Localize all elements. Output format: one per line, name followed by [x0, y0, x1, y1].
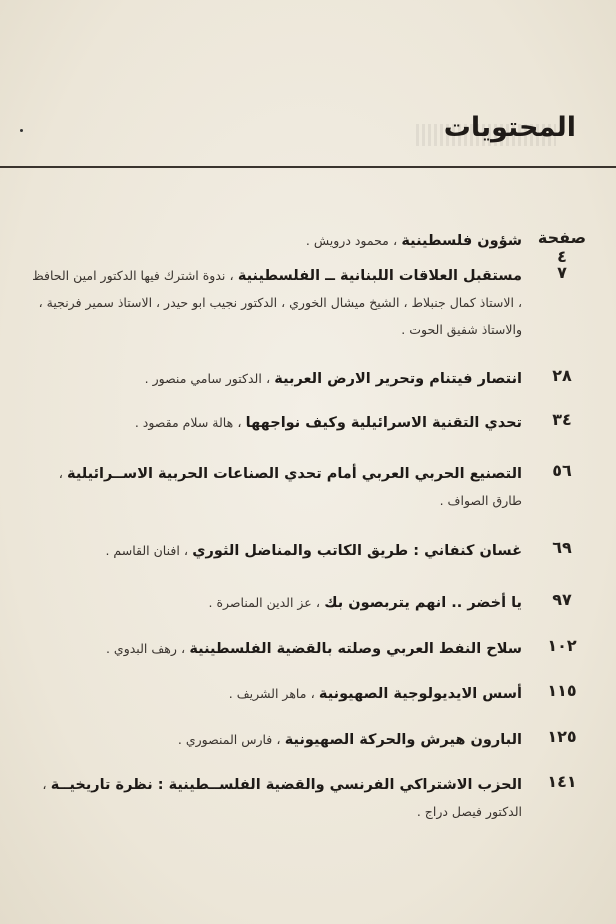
- toc-entry: [26, 681, 590, 708]
- toc-entry-title: الحزب الاشتراكي الفرنسي والقضية الفلســطينية : نظرة تاريخيــة: [50, 777, 522, 793]
- toc-entry-title: انتصار فيتنام وتحرير الارض العربية: [274, 371, 522, 387]
- toc-page-number: ١٠٢: [547, 636, 577, 655]
- toc-entry-author: محمود درويش .: [305, 233, 389, 248]
- toc-entry: [26, 263, 590, 344]
- toc-entry: [26, 461, 590, 515]
- header-divider: [0, 166, 616, 168]
- toc-entry: [26, 228, 590, 266]
- toc-entry-title: سلاح النفط العربي وصلته بالقضية الفلسطينية: [189, 641, 522, 657]
- toc-entry-body: البارون هيرش والحركة الصهيونية ، فارس المنصوري .: [177, 732, 522, 748]
- toc-entry-title: مستقبل العلاقات اللبنانية ــ الفلسطينية: [237, 268, 522, 284]
- margin-dot: [20, 129, 23, 132]
- toc-entry-author: عز الدين المناصرة .: [208, 595, 312, 610]
- toc-entry-author: افنان القاسم .: [105, 543, 180, 558]
- toc-entry-author: رهف البدوي .: [105, 641, 177, 656]
- toc-entry-author: هالة سلام مقصود .: [134, 415, 234, 430]
- toc-entry-title: يا أخضر .. انهم يتربصون بك: [324, 595, 522, 611]
- toc-entry: [26, 366, 590, 393]
- toc-entry-body: الحزب الاشتراكي الفرنسي والقضية الفلســطينية : نظرة تاريخيــة ، الدكتور فيصل دراج .: [42, 777, 522, 819]
- page-title: المحتويات: [443, 112, 576, 143]
- toc-page-number: ٣٤: [552, 410, 572, 429]
- toc-entry-author: الدكتور سامي منصور .: [144, 371, 262, 386]
- toc-page-number: ٢٨: [552, 366, 572, 385]
- toc-entry-title: البارون هيرش والحركة الصهيونية: [284, 732, 522, 748]
- toc-entry: [26, 772, 590, 826]
- toc-entry-author: ندوة اشترك فيها الدكتور امين الحافظ ، الاستاذ كمال جنبلاط ، الشيخ ميشال الخوري ، الدكتور نجيب ابو حيدر ، الاستاذ سمير فرنجية ، والاستاذ شفيق الحوت .: [32, 268, 522, 337]
- toc-page-number: ٩٧: [552, 590, 572, 609]
- toc-entry: [26, 538, 590, 565]
- toc-entry-author: طارق الصواف .: [439, 493, 522, 508]
- toc-entry-body: مستقبل العلاقات اللبنانية ــ الفلسطينية ، ندوة اشترك فيها الدكتور امين الحافظ ، الاستاذ كمال جنبلاط ، الشيخ ميشال الخوري ، الدكتور نجيب ابو حيدر ، الاستاذ سمير فرنجية ، والاستاذ شفيق الحوت .: [32, 268, 522, 337]
- toc-entry-body: غسان كنفاني : طريق الكاتب والمناضل الثوري ، افنان القاسم .: [105, 543, 522, 559]
- toc-entry: [26, 410, 590, 437]
- toc-entry: [26, 590, 590, 617]
- toc-entry-author: ماهر الشريف .: [228, 686, 307, 701]
- toc-page-number: ٦٩: [552, 538, 572, 557]
- toc-entry-title: شؤون فلسطينية: [401, 233, 522, 249]
- toc-entry-title: غسان كنفاني : طريق الكاتب والمناضل الثوري: [192, 543, 522, 559]
- toc-entry-body: انتصار فيتنام وتحرير الارض العربية ، الدكتور سامي منصور .: [144, 371, 522, 387]
- toc-page-number: صفحة ٤: [537, 228, 587, 266]
- toc-entry-title: أسس الايديولوجية الصهيونية: [318, 686, 522, 702]
- toc-entry-author: فارس المنصوري .: [177, 732, 273, 747]
- toc-entry: [26, 636, 590, 663]
- toc-entry-body: أسس الايديولوجية الصهيونية ، ماهر الشريف .: [228, 686, 522, 702]
- toc-entry-body: شؤون فلسطينية ، محمود درويش .: [305, 233, 522, 249]
- toc-page-number: ١٢٥: [547, 727, 577, 746]
- toc-entry-body: تحدي التقنية الاسرائيلية وكيف نواجهها ، هالة سلام مقصود .: [134, 415, 522, 431]
- toc-page-number: ٥٦: [552, 461, 572, 480]
- toc-entry: [26, 727, 590, 754]
- toc-entry-body: سلاح النفط العربي وصلته بالقضية الفلسطينية ، رهف البدوي .: [105, 641, 522, 657]
- toc-page-number: ١٤١: [547, 772, 577, 791]
- toc-entry-body: التصنيع الحربي العربي أمام تحدي الصناعات الحربية الاســرائيلية ، طارق الصواف .: [58, 466, 522, 508]
- toc-entry-title: تحدي التقنية الاسرائيلية وكيف نواجهها: [245, 415, 522, 431]
- toc-entry-body: يا أخضر .. انهم يتربصون بك ، عز الدين المناصرة .: [208, 595, 522, 611]
- toc-entry-title: التصنيع الحربي العربي أمام تحدي الصناعات الحربية الاســرائيلية: [67, 466, 522, 482]
- toc-page-number: ١١٥: [547, 681, 577, 700]
- toc-page-number: ٧: [557, 263, 567, 282]
- toc-entry-author: الدكتور فيصل دراج .: [416, 804, 522, 819]
